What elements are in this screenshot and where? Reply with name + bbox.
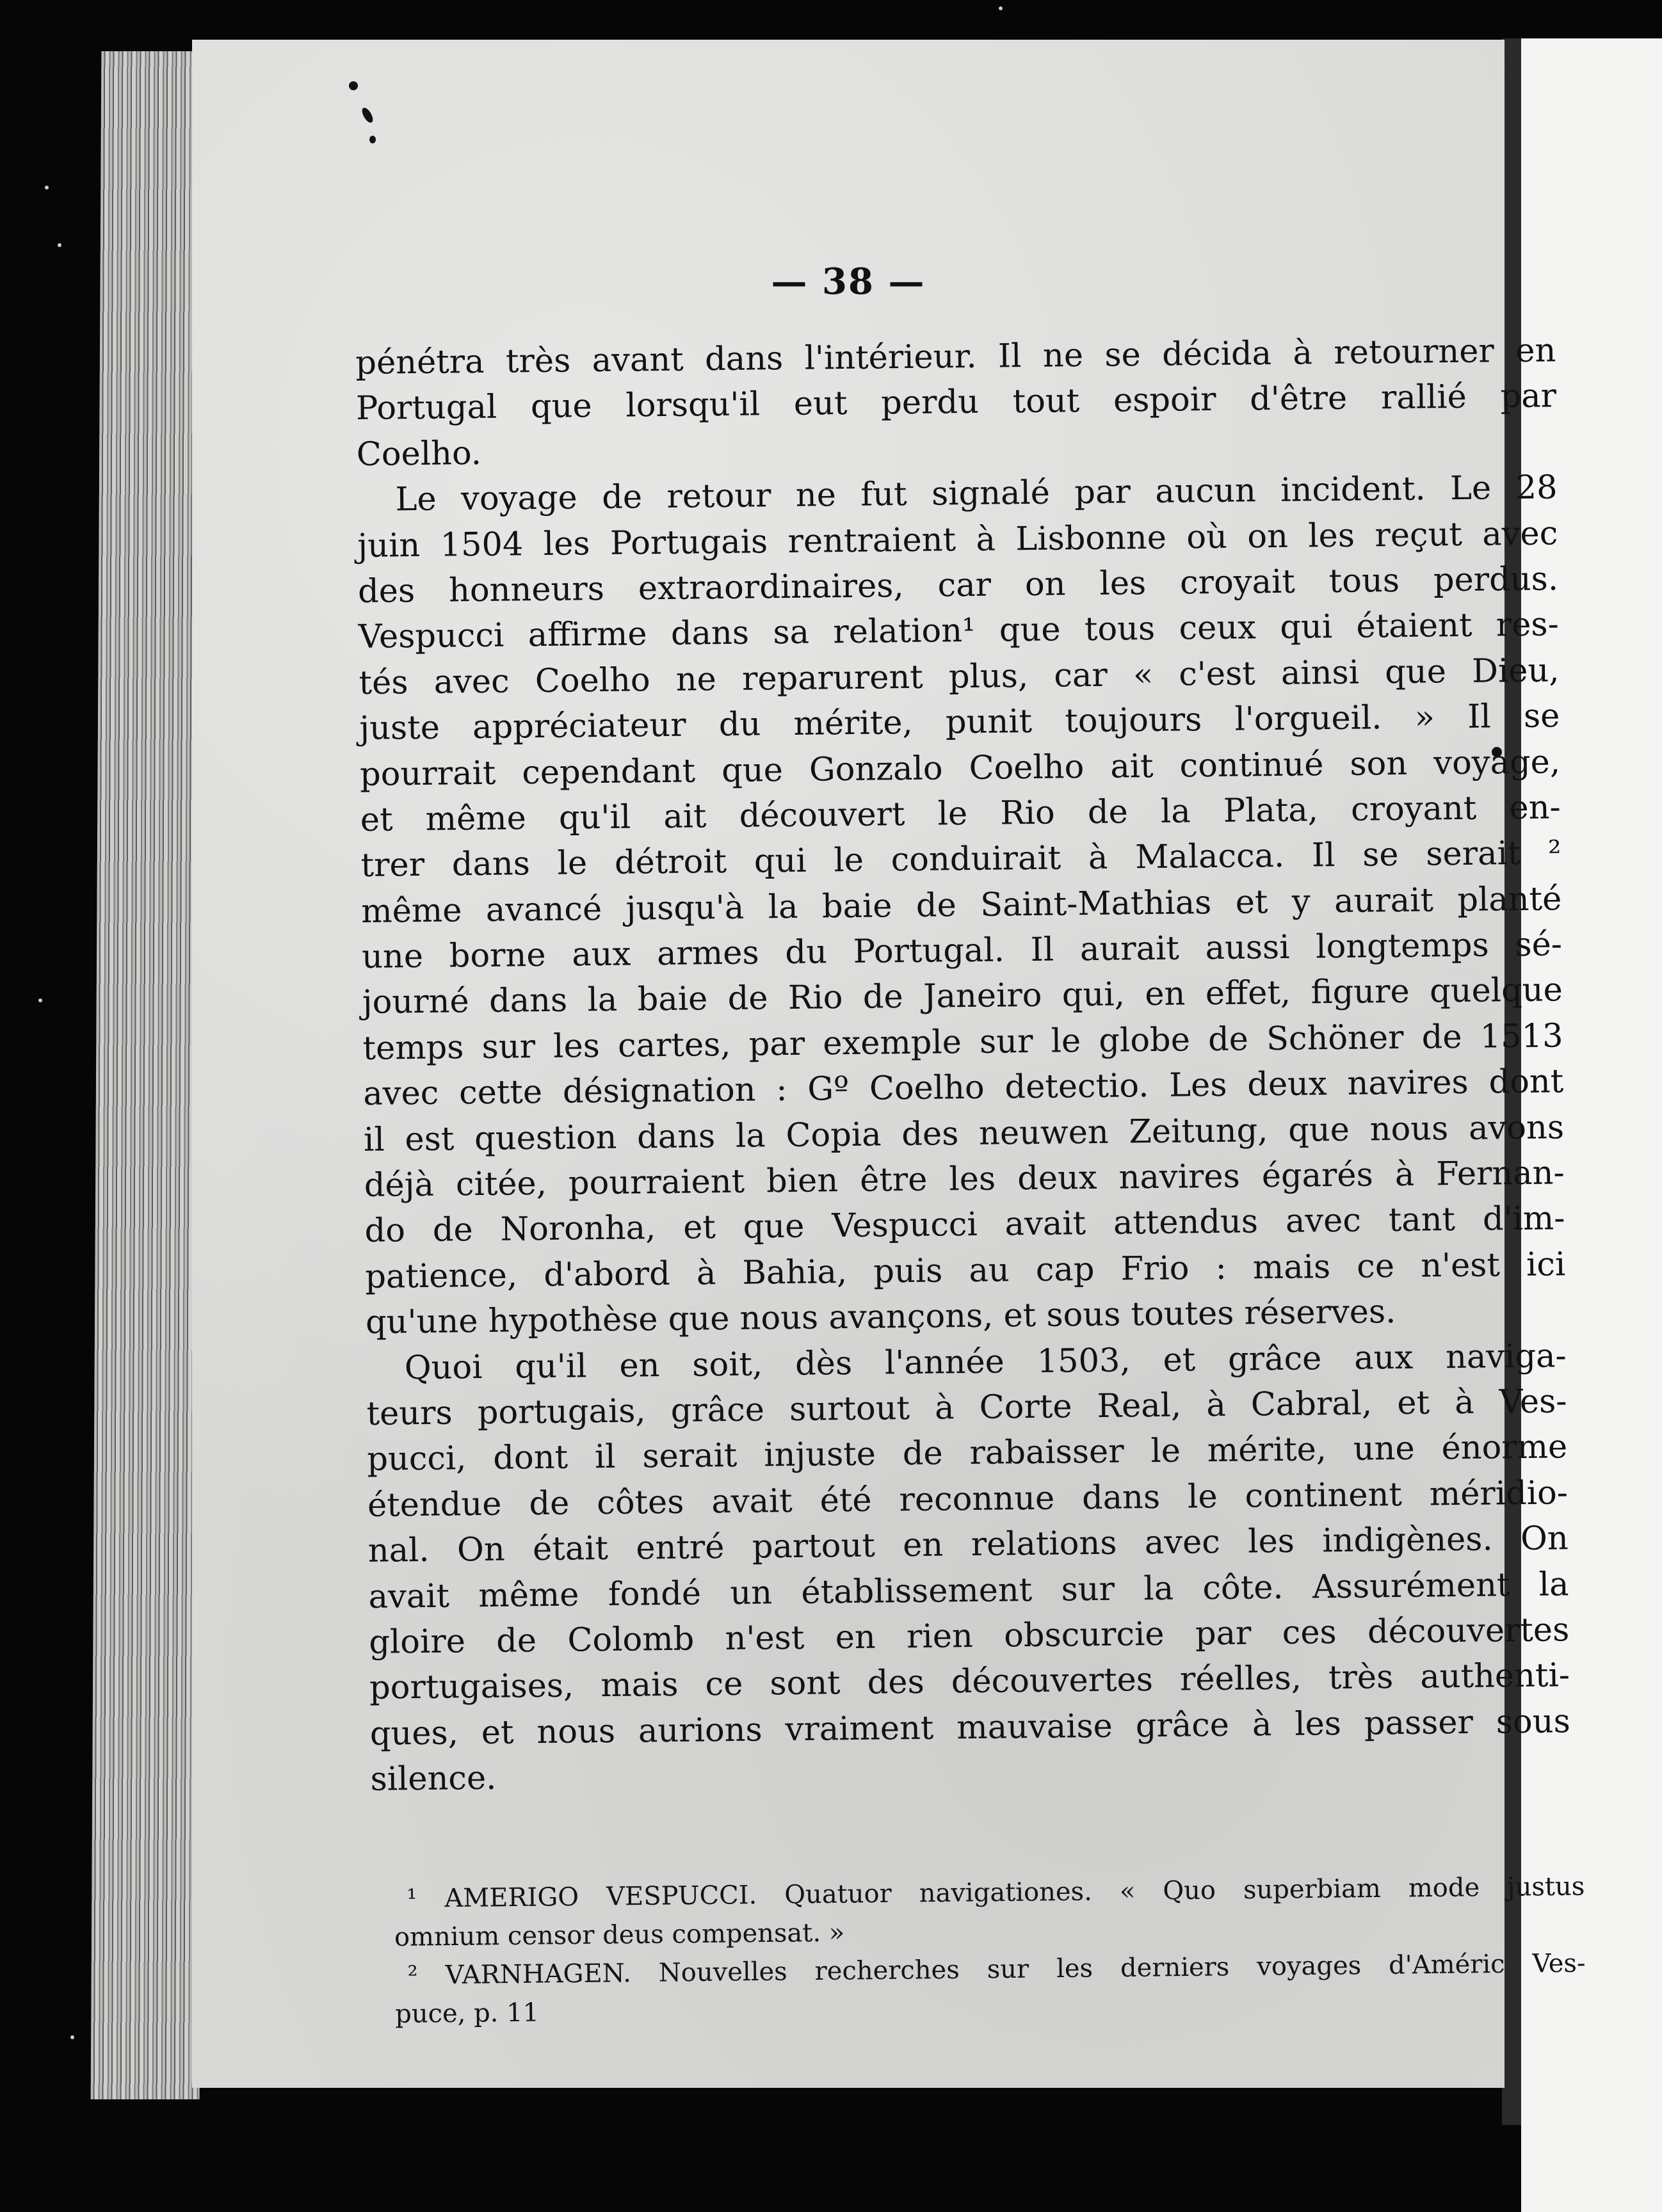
text-line: tés avec Coelho ne reparurent plus, car « c'est ainsi que Dieu,	[359, 652, 1560, 702]
ink-mark	[369, 136, 376, 143]
text-line: Coelho.	[356, 434, 482, 474]
text-line: gloire de Colomb n'est en rien obscurcie par ces découvertes	[368, 1611, 1570, 1662]
text-line: avec cette désignation : Gº Coelho detectio. Les deux navires dont	[363, 1062, 1564, 1114]
text-line: teurs portugais, grâce surtout à Corte Real, à Cabral, et à Ves-	[366, 1382, 1567, 1433]
text-line: do de Noronha, et que Vespucci avait attendus avec tant d'im-	[364, 1199, 1565, 1251]
text-line: nal. On était entré partout en relations avec les indigènes. On	[367, 1519, 1569, 1571]
film-speck	[999, 6, 1003, 10]
text-line: temps sur les cartes, par exemple sur le globe de Schöner de 1513	[362, 1017, 1563, 1068]
text-line: qu'une hypothèse que nous avançons, et sous toutes réserves.	[365, 1293, 1396, 1342]
text-line: Portugal que lorsqu'il eut perdu tout espoir d'être rallié par	[355, 377, 1557, 428]
body-text	[355, 328, 1571, 1802]
text-line: déjà citée, pourraient bien être les deux navires égarés à Fernan-	[364, 1154, 1565, 1205]
ink-mark	[349, 81, 358, 90]
footnote-2-continued: puce, p. 11	[394, 1998, 540, 2029]
ink-mark	[360, 106, 375, 125]
text-line: pucci, dont il serait injuste de rabaisser le mérite, une énorme	[367, 1428, 1568, 1479]
text-line: Vespucci affirme dans sa relation¹ que tous ceux qui étaient res-	[358, 605, 1560, 657]
footnote-2: ² VARNHAGEN. Nouvelles recherches sur les derniers voyages d'Améric Ves-	[407, 1948, 1586, 1991]
film-speck	[58, 243, 61, 247]
text-line: pourrait cependant que Gonzalo Coelho ait continué son voyage,	[359, 742, 1561, 794]
footnote-1-continued: omnium censor deus compensat. »	[394, 1918, 845, 1952]
text-line: même avancé jusqu'à la baie de Saint-Mathias et y aurait planté	[361, 880, 1562, 931]
text-line: patience, d'abord à Bahia, puis au cap Frio : mais ce n'est ici	[365, 1246, 1566, 1296]
text-line: avait même fondé un établissement sur la côte. Assurément la	[368, 1565, 1569, 1616]
book-page	[192, 40, 1586, 2088]
text-line: trer dans le détroit qui le conduirait à Malacca. Il se serait ²	[360, 834, 1561, 885]
text-line: étendue de côtes avait été reconnue dans le continent méridio-	[367, 1474, 1569, 1525]
text-line: juin 1504 les Portugais rentraient à Lisbonne où on les reçut avec	[357, 514, 1558, 565]
text-line: portugaises, mais ce sont des découvertes réelles, très authenti-	[369, 1656, 1570, 1708]
text-line: une borne aux armes du Portugal. Il aurait aussi longtemps sé-	[361, 926, 1563, 977]
text-line: il est question dans la Copia des neuwen Zeitung, que nous avons	[363, 1108, 1565, 1159]
film-speck	[45, 186, 49, 189]
footnotes	[394, 1868, 1586, 2033]
text-line: ques, et nous aurions vraiment mauvaise grâce à les passer sous	[369, 1702, 1571, 1753]
text-line: pénétra très avant dans l'intérieur. Il ne se décida à retourner en	[355, 332, 1556, 382]
text-line: Quoi qu'il en soit, dès l'année 1503, et grâce aux naviga-	[404, 1336, 1567, 1387]
page-number: — 38 —	[771, 260, 926, 303]
text-line: Le voyage de retour ne fut signalé par aucun incident. Le 28	[395, 469, 1558, 519]
text-line: silence.	[370, 1759, 497, 1799]
text-line: juste appréciateur du mérite, punit toujours l'orgueil. » Il se	[359, 697, 1560, 748]
text-line: et même qu'il ait découvert le Rio de la Plata, croyant en-	[360, 789, 1561, 839]
text-line: des honneurs extraordinaires, car on les croyait tous perdus.	[357, 560, 1559, 611]
text-line: journé dans la baie de Rio de Janeiro qui, en effet, figure quelque	[362, 971, 1563, 1022]
footnote-1: ¹ AMERIGO VESPUCCI. Quatuor navigationes. « Quo superbiam mode justus	[407, 1871, 1585, 1914]
film-speck	[70, 2035, 74, 2039]
film-speck	[38, 998, 42, 1002]
